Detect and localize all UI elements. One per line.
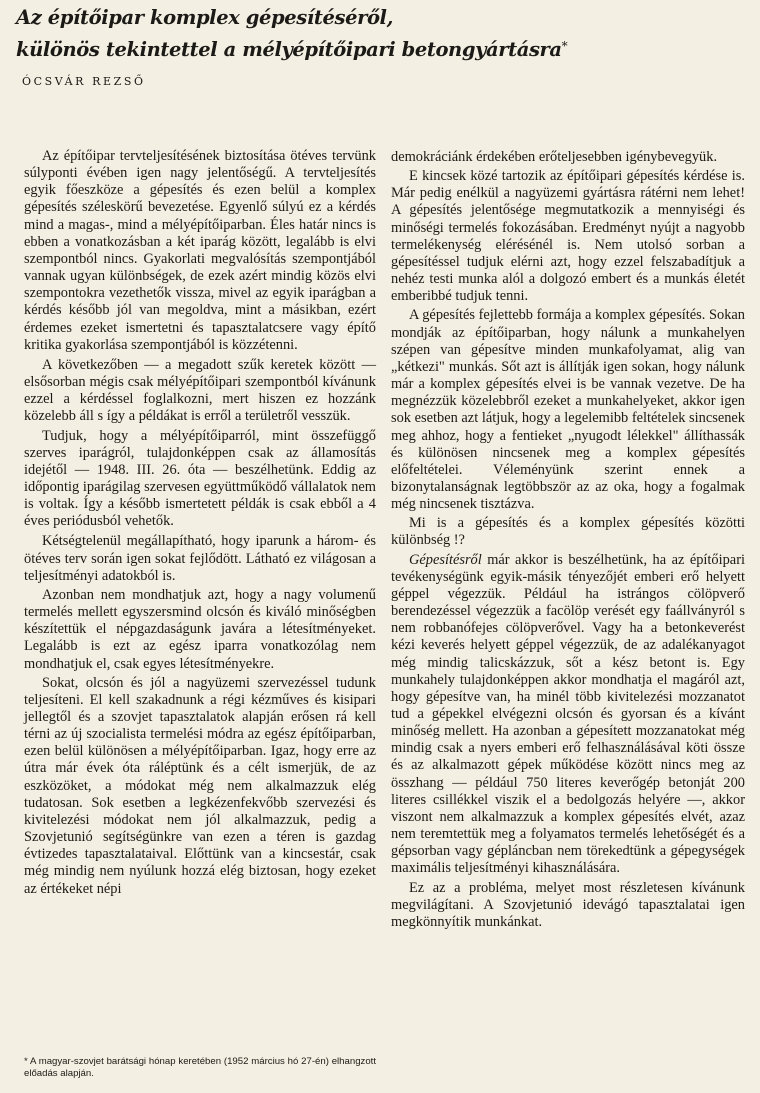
paragraph: Az építőipar tervteljesítésének biztosítása ötéves tervünk súlyponti évében igen nagy jelentőségű. A tervteljesítés egyik főeszköze a gépesítés és ezen belül a komplex gépesítés széleskörű bevezetése. Egyenlő súlyú ez a kérdés mind a magas-, mind a mélyépítőiparban. Éles határ nincs is ebben a vonatkozásban a két iparág között, legalább is elvi szempontból nincs. Gyakorlati megvalósítás szempontjából vannak ugyan különbségek, de ezek azért mindig közös elvi szempontokra vezethetők vissza, mivel az egyik iparágban a kérdés később jól van megoldva, mint a másikban, ezért érdemes ezeket ismertetni és tapasztalatcsere vagy építő kritika gyakorlása szempontjából is közzétenni.: [24, 148, 376, 353]
emphasis-word: Gépesítésről: [409, 551, 482, 568]
paragraph: Tudjuk, hogy a mélyépítőiparról, mint összefüggő szerves iparágról, tulajdonképpen csak az államosítás idejétől — 1948. III. 26. óta — beszélhetünk. Eddig az időpontig iparágilag szervesen együttműködő vállalatok nem is voltak. Így a később ismertetett példák is csak ebből a 4 éves periódusból vehetők.: [24, 427, 376, 530]
paragraph: [391, 552, 745, 878]
author-name: ÓCSVÁR REZSŐ: [22, 75, 146, 88]
paragraph: Mi is a gépesítés és a komplex gépesítés közötti különbség !?: [391, 515, 745, 549]
paragraph: E kincsek közé tartozik az építőipari gépesítés kérdése is. Már pedig enélkül a nagyüzemi gyártásra rátérni nem lehet! A gépesítés jelentősége megmutatkozik a mennyiségi és minőségi termelés fokozásában. Eredményt nyújt a nagyobb termelékenység elérésénél is. Nem utolsó sorban a gépesítéssel tudjuk elérni azt, hogy ezzel felszabadítjuk a nehéz testi munka alól a dolgozó embert és a munkás életét emberibbé tudjuk tenni.: [391, 168, 745, 305]
paragraph-text: már akkor is beszélhetünk, ha az építőipari tevékenységünk egyik-másik tényezőjét emberi erő helyett géppel végezzük. Például ha istrángos cölöpverő berendezéssel végezzük a facölöp verését egy faállványról s nem robbanófejes cölöpverővel. Vagy ha a betonkeverést kézi keverés helyett géppel végezzük, de az adalékanyagot még mindig talicskázzuk, sőt a kész betont is. Egy munkahely tulajdonképpen akkor mondhatja el magáról azt, hogy gépesítve van, ha minél több kivitelezési mozzanatot tud a gépekkel elvégezni olcsón és gyorsan és a kívánt minőség mellett. Ha azonban a gépesített mozzanatokat még mindig csak a nyers emberi erő felhasználásával köti össze és az alkalmazott gépek működése között nincs meg az összhang — például 750 literes keverőgép betonját 200 literes csillékkel viszik el a bedolgozás helyére —, akkor viszont nem alkalmazzuk a komplex gépesítés elvét, azaz nem teremtettük meg a folyamatos termelés lehetőségét és a gépsorban vagy gépláncban nem törekedtünk a gépegységek maximális teljesítményi kihasználására.: [391, 551, 745, 877]
paragraph-continuation: demokráciánk érdekében erőteljesebben igénybevegyük.: [391, 149, 718, 165]
footnote-marker: *: [561, 39, 568, 53]
paragraph: A gépesítés fejlettebb formája a komplex gépesítés. Sokan mondják az építőiparban, hogy nálunk a munkahelyen szépen van gépesítve minden munkafolyamat, alig van „kétkezi" munkás. Sőt azt is állítják igen sokan, hogy nálunk már a komplex gépesítés elvei is be vannak vezetve. De ha megnézzük közelebbről ezeket a munkahelyeket, akkor igen sok esetben azt látjuk, hogy a legelemibb feltételek sincsenek meg ahhoz, hogy a fentieket „nyugodt lélekkel" állíthassák és különösen nincsenek meg a komplex gépesítés előfeltételei. Véleményünk szerint ennek a bizonytalanságnak legtöbbször az az oka, hogy a fogalmak még nincsenek tisztázva.: [391, 307, 745, 513]
left-column: [24, 148, 376, 898]
right-column: [391, 149, 745, 931]
paragraph: Ez az a probléma, melyet most részletesen kívánunk megvilágítani. A Szovjetunió idevágó tapasztalatai igen megkönnyítik munkánkat.: [391, 879, 745, 930]
footnote: * A magyar-szovjet barátsági hónap keretében (1952 március hó 27-én) elhangzott előadás alapján.: [24, 1056, 376, 1079]
title-line-2: különös tekintettel a mélyépítőipari betongyártásra: [16, 38, 562, 61]
paragraph: Azonban nem mondhatjuk azt, hogy a nagy volumenű termelés mellett egyszersmind olcsón és kiváló minőségben készítettük el népgazdaságunk javára a létesítményeket. Legalább is ezt az egész iparra vonatkozólag nem mondhatjuk el, csak egyes létesítményekre.: [24, 586, 376, 672]
article-title: [16, 4, 736, 64]
paragraph: A következőben — a megadott szűk keretek között — elsősorban mégis csak mélyépítőipari szempontból kívánunk ezzel a kérdéssel foglalkozni, mert hiszen ez hozzánk közelebb áll s így a példákat is erről a területről vesszük.: [24, 356, 376, 425]
paragraph: Sokat, olcsón és jól a nagyüzemi szervezéssel tudunk teljesíteni. El kell szakadnunk a régi kézműves és kisipari jellegtől és a szovjet tapasztalatok alapján erősen rá kell térni az új szocialista termelési módra az egész építőiparban, ezen belül különösen a mélyépítőiparban. Igaz, hogy erre az útra már évek óta ráléptünk és a célt ismerjük, de az eszközöket, a módokat még nem alkalmazzuk elég tudatosan. Sok esetben a legkézenfekvőbb szervezési és kivitelezési módokat nem jól alkalmazzuk, pedig a Szovjetunió segítségünkre van ezen a téren is gazdag évtizedes tapasztalataival. Előttünk van a kincsestár, csak még mindig nem nyúlunk hozzá elég biztosan, hogy ezeket az értékeket népi: [24, 674, 376, 897]
paragraph: Kétségtelenül megállapítható, hogy iparunk a három- és ötéves terv során igen sokat fejlődött. Látható ez világosan a teljesítményi adatokból is.: [24, 533, 376, 584]
title-line-1: Az építőipar komplex gépesítéséről,: [16, 6, 393, 29]
